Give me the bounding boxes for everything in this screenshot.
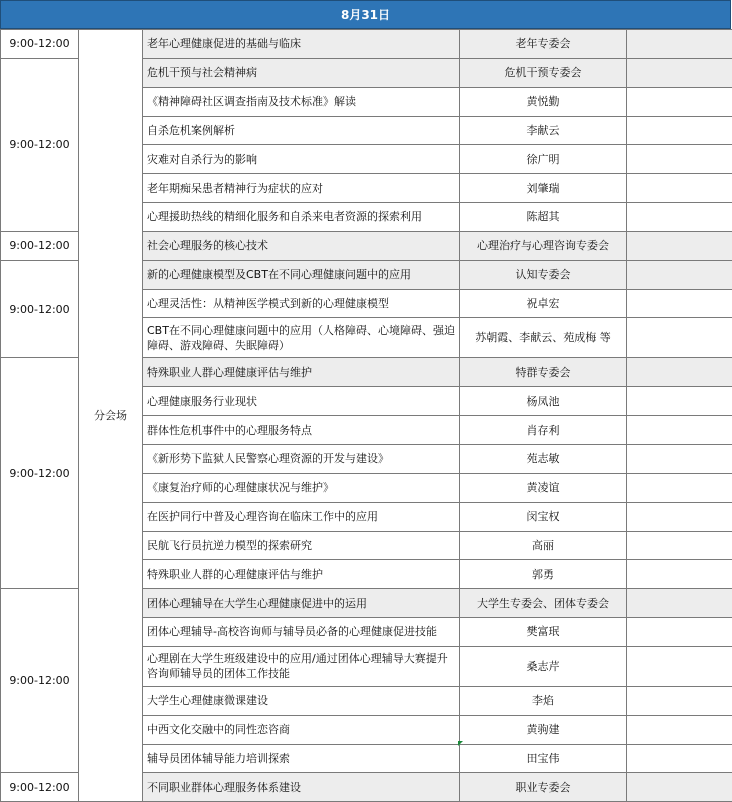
empty-cell: [627, 116, 732, 145]
topic-cell: 团体心理辅导在大学生心理健康促进中的运用: [143, 589, 460, 618]
speaker-cell: 肖存利: [460, 416, 627, 445]
speaker-cell: 高丽: [460, 531, 627, 560]
topic-cell: 大学生心理健康微课建设: [143, 686, 460, 715]
topic-cell: 社会心理服务的核心技术: [143, 231, 460, 260]
speaker-cell: 李焰: [460, 686, 627, 715]
speaker-cell: 李献云: [460, 116, 627, 145]
empty-cell: [627, 618, 732, 647]
time-cell: 9:00-12:00: [1, 589, 79, 773]
empty-cell: [627, 773, 732, 802]
empty-cell: [627, 715, 732, 744]
speaker-cell: 苑志敏: [460, 444, 627, 473]
empty-cell: [627, 531, 732, 560]
speaker-cell: 刘肇瑞: [460, 174, 627, 203]
topic-cell: 危机干预与社会精神病: [143, 58, 460, 87]
speaker-cell: 桑志芹: [460, 646, 627, 686]
speaker-cell: 郭勇: [460, 560, 627, 589]
topic-cell: 老年心理健康促进的基础与临床: [143, 30, 460, 59]
table-row: [1, 30, 732, 59]
speaker-cell: 黄悦勤: [460, 87, 627, 116]
speaker-cell: 杨凤池: [460, 387, 627, 416]
topic-cell: 心理剧在大学生班级建设中的应用/通过团体心理辅导大赛提升咨询师辅导员的团体工作技能: [143, 646, 460, 686]
speaker-cell: 田宝伟: [460, 744, 627, 773]
speaker-cell: 危机干预专委会: [460, 58, 627, 87]
speaker-cell: 老年专委会: [460, 30, 627, 59]
speaker-cell: 认知专委会: [460, 260, 627, 289]
empty-cell: [627, 318, 732, 358]
empty-cell: [627, 416, 732, 445]
topic-cell: 在医护同行中普及心理咨询在临床工作中的应用: [143, 502, 460, 531]
time-cell: 9:00-12:00: [1, 30, 79, 59]
empty-cell: [627, 358, 732, 387]
empty-cell: [627, 387, 732, 416]
time-cell: 9:00-12:00: [1, 358, 79, 589]
cell-comment-marker: [458, 741, 463, 746]
topic-cell: 《精神障碍社区调查指南及技术标准》解读: [143, 87, 460, 116]
speaker-cell: 祝卓宏: [460, 289, 627, 318]
speaker-cell: 黄驹建: [460, 715, 627, 744]
empty-cell: [627, 30, 732, 59]
topic-cell: 《新形势下监狱人民警察心理资源的开发与建设》: [143, 444, 460, 473]
speaker-cell: 特群专委会: [460, 358, 627, 387]
empty-cell: [627, 686, 732, 715]
empty-cell: [627, 260, 732, 289]
empty-cell: [627, 203, 732, 232]
speaker-cell: 心理治疗与心理咨询专委会: [460, 231, 627, 260]
empty-cell: [627, 231, 732, 260]
speaker-cell: 陈超其: [460, 203, 627, 232]
empty-cell: [627, 744, 732, 773]
empty-cell: [627, 589, 732, 618]
speaker-cell: 苏朝霞、李献云、苑成梅 等: [460, 318, 627, 358]
speaker-cell: 闵宝权: [460, 502, 627, 531]
schedule-table: [0, 29, 732, 802]
time-cell: 9:00-12:00: [1, 773, 79, 802]
empty-cell: [627, 444, 732, 473]
topic-cell: 心理援助热线的精细化服务和自杀来电者资源的探索利用: [143, 203, 460, 232]
speaker-cell: 大学生专委会、团体专委会: [460, 589, 627, 618]
empty-cell: [627, 174, 732, 203]
topic-cell: 辅导员团体辅导能力培训探索: [143, 744, 460, 773]
topic-cell: 自杀危机案例解析: [143, 116, 460, 145]
topic-cell: 特殊职业人群的心理健康评估与维护: [143, 560, 460, 589]
date-header: 8月31日: [0, 0, 731, 29]
empty-cell: [627, 473, 732, 502]
empty-cell: [627, 87, 732, 116]
topic-cell: 特殊职业人群心理健康评估与维护: [143, 358, 460, 387]
topic-cell: 《康复治疗师的心理健康状况与维护》: [143, 473, 460, 502]
venue-cell: 分会场: [79, 30, 143, 802]
topic-cell: 心理灵活性：从精神医学模式到新的心理健康模型: [143, 289, 460, 318]
speaker-cell: 樊富珉: [460, 618, 627, 647]
empty-cell: [627, 646, 732, 686]
topic-cell: 心理健康服务行业现状: [143, 387, 460, 416]
empty-cell: [627, 145, 732, 174]
topic-cell: 新的心理健康模型及CBT在不同心理健康问题中的应用: [143, 260, 460, 289]
empty-cell: [627, 502, 732, 531]
topic-cell: CBT在不同心理健康问题中的应用（人格障碍、心境障碍、强迫障碍、游戏障碍、失眠障碍）: [143, 318, 460, 358]
topic-cell: 不同职业群体心理服务体系建设: [143, 773, 460, 802]
time-cell: 9:00-12:00: [1, 231, 79, 260]
speaker-cell: 职业专委会: [460, 773, 627, 802]
speaker-cell: 黄凌谊: [460, 473, 627, 502]
topic-cell: 群体性危机事件中的心理服务特点: [143, 416, 460, 445]
empty-cell: [627, 58, 732, 87]
schedule-body: [1, 30, 732, 802]
time-cell: 9:00-12:00: [1, 260, 79, 358]
topic-cell: 中西文化交融中的同性恋咨商: [143, 715, 460, 744]
empty-cell: [627, 560, 732, 589]
topic-cell: 民航飞行员抗逆力模型的探索研究: [143, 531, 460, 560]
topic-cell: 灾难对自杀行为的影响: [143, 145, 460, 174]
empty-cell: [627, 289, 732, 318]
time-cell: 9:00-12:00: [1, 58, 79, 231]
speaker-cell: 徐广明: [460, 145, 627, 174]
topic-cell: 团体心理辅导-高校咨询师与辅导员必备的心理健康促进技能: [143, 618, 460, 647]
topic-cell: 老年期痴呆患者精神行为症状的应对: [143, 174, 460, 203]
